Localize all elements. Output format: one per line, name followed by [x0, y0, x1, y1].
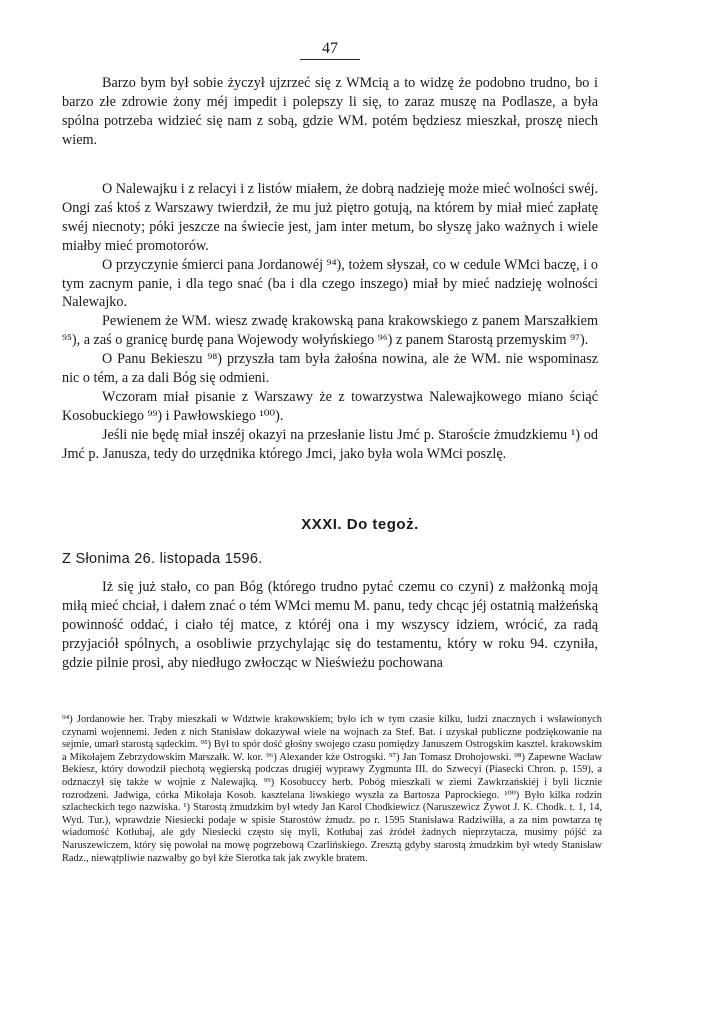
page-number: 47	[300, 40, 360, 60]
paragraph-2: O Nalewajku i z relacyi i z listów miałem, że dobrą nadzieję może mieć wolności swéj. Ongi zaś ktoś z Warszawy twierdził, że mu już piętro gotują, na którem by miał mieć zapłatę swéj niecnoty; póki jeszcze na świecie jest, jam inter metum, bo słyszę jako ważnych i wiele miałby mieć promotorów.	[62, 181, 598, 254]
footnotes: ⁹⁴) Jordanowie her. Trąby mieszkali w Wdztwie krakowskiem; było ich w tym czasie kilku, ludzi znacznych i wsławionych czynami wojennemi. Jeden z nich Stanisław dokazywał wiele na wojnach za Stef. Bat. i uzyskał publiczne podziękowanie na sejmie, umarł starostą sądeckim. ⁹⁵) Był to spór dość głośny swojego czasu pomiędzy Januszem Ostrogskim kasztel. krakowskim a Mikołajem Zebrzydowskim Marszałk. W. kor. ⁹⁶) Alexander kże Ostrogski. ⁹⁷) Jan Tomasz Drohojowski. ⁹⁸) Zapewne Wacław Bekiesz, który dowodził piechotą węgierską podczas drugiéj wyprawy Zygmunta III. do Szwecyi (Piasecki Chron. p. 159), a odznaczył się także w wojnie z Nalewajką. ⁹⁹) Kosobuccy herb. Pobóg mieszkali w ziemi Zawkrzańskiéj i byli licznie rozrodzeni. Jadwiga, córka Mikołaja Kosob. kasztelana liwskiego wyszła za Bartosza Paprockiego. ¹⁰⁰) Było kilka rodzin szlacheckich tego nazwiska. ¹) Starostą żmudzkim był wtedy Jan Karol Chodkiewicz (Naruszewicz Żywot J. K. Chodk. t. 1, 14, Wyd. Tur.), wprawdzie Niesiecki podaje w spisie Starostów żmudz. po r. 1595 Stanisława Radziwiłła, a za nim powtarza tę wiadomość Kotłubaj, ale gdy Niesiecki często się myli, Kotłubaj zaś źródeł żadnych nieprzytacza, musimy pójść za Naruszewiczem, który się powołał na mowę pogrzebową Czarlińskiego. Zresztą gdyby starostą żmudzkim był wtedy Stanisław Radz., niewątpliwie nazwałby go był kże Sierotka tak jak zwykle bratem.	[62, 714, 602, 864]
paragraph-5: O Panu Bekieszu ⁹⁸) przyszła tam była żałośna nowina, ale że WM. nie wspominasz nic o tém, a za dali Bóg się odmieni.	[62, 351, 598, 387]
paragraph-6: Wczoram miał pisanie z Warszawy że z towarzystwa Nalewajkowego miano ściąć Kosobuckiego ⁹⁹) i Pawłowskiego ¹⁰⁰).	[62, 388, 598, 424]
paragraph-4: Pewienem że WM. wiesz zwadę krakowską pana krakowskiego z panem Marszałkiem ⁹⁵), a zaś o granicę burdę pana Wojewody wołyńskiego ⁹⁶) z panem Starostą przemyskim ⁹⁷).	[62, 313, 598, 349]
section-heading: XXXI. Do tegoż.	[301, 516, 419, 533]
letter-31-paragraph: Iż się już stało, co pan Bóg (którego trudno pytać czemu co czyni) z małżonką moją miłą mieć chciał, i dałem znać o tém WMci memu M. panu, tedy chcąc jéj ostatnią małżeńską powinność oddać, i ciało téj matce, z któréj ona i my wszyscy idziem, wrócić, za radą przyjaciół spólnych, a osobliwie przychylając się do testamentu, który w roku 94. czyniła, gdzie pilnie prosi, aby niedługo zwłocząc w Nieświeżu pochowana	[62, 579, 598, 671]
letter-31-body	[62, 578, 598, 673]
opening-paragraph	[62, 74, 598, 150]
paragraph-1: Barzo bym był sobie życzył ujzrzeć się z WMcią a to widzę że podobno trudno, bo i barzo złe zdrowie żony méj impedit i polepszy li się, to zaraz muszę na Podlasze, a była spólna potrzeba widzieć się nam z sobą, gdzie WM. potém będziesz mieszkał, proszę niech wiem.	[62, 75, 598, 148]
paragraph-3: O przyczynie śmierci pana Jordanowéj ⁹⁴), tożem słyszał, co w cedule WMci baczę, i o tym zacnym panie, i dla tego snać (ba i dla czego inszego) miał by mieć nadzieję wolności Nalewajko.	[62, 256, 598, 311]
dateline: Z Słonima 26. listopada 1596.	[62, 551, 263, 567]
paragraph-7: Jeśli nie będę miał inszéj okazyi na przesłanie listu Jmć p. Staroście żmudzkiemu ¹) od Jmć p. Janusza, tedy do urzędnika którego Jmci, jako była wola WMci poszlę.	[62, 426, 598, 462]
letter-body	[62, 180, 598, 464]
